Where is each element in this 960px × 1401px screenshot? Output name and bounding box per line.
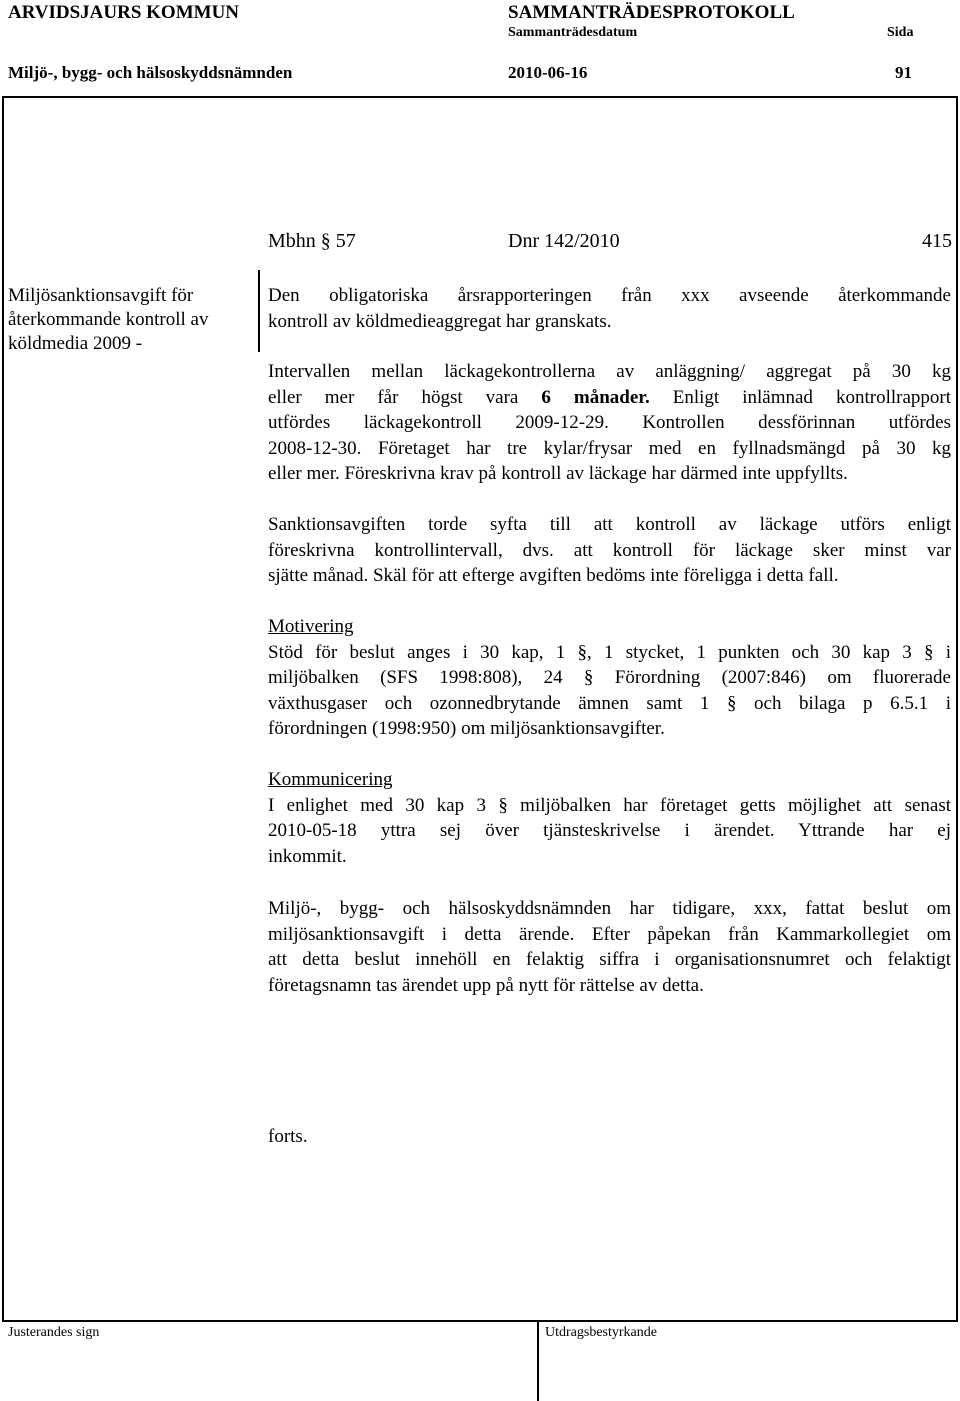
sidebar-divider-rule (258, 270, 260, 352)
sidebar-title (8, 284, 250, 356)
body-line: eller mer. Föreskrivna krav på kontroll av läckage har därmed inte uppfyllts. (268, 463, 848, 484)
body-line: 2008-12-30. Företaget har tre kylar/frysar med en fyllnadsmängd på 30 kg (268, 437, 951, 459)
body-line: förordningen (1998:950) om miljösanktionsavgifter. (268, 718, 665, 739)
section-number: 415 (922, 230, 952, 252)
page-number: 91 (895, 63, 912, 82)
body-line: växthusgaser och ozonnedbrytande ämnen samt 1 § och bilaga p 6.5.1 i (268, 692, 951, 714)
body-line: 2010-05-18 yttra sej över tjänsteskrivelse i ärendet. Yttrande har ej (268, 820, 951, 841)
text-run: Enligt inlämnad kontrollrapport (672, 386, 951, 408)
frame-bottom-rule (2, 1320, 958, 1322)
body-paragraph-3 (268, 512, 951, 589)
body-line: kontroll av köldmedieaggregat har granskats. (268, 310, 612, 332)
body-line: I enlighet med 30 kap 3 § miljöbalken har företaget getts möjlighet att senast (268, 794, 951, 816)
body-line: utfördes läckagekontroll 2009-12-29. Kontrollen dessförinnan utfördes (268, 412, 951, 433)
section-dnr: Dnr 142/2010 (508, 230, 620, 252)
kommunicering-section (268, 767, 951, 869)
text-run: eller mer får högst vara (268, 386, 519, 408)
motivering-heading: Motivering (268, 616, 354, 637)
motivering-section (268, 614, 951, 742)
protocol-title: SAMMANTRÄDESPROTOKOLL (508, 2, 795, 23)
body-line: företagsnamn tas ärendet upp på nytt för rättelse av detta. (268, 974, 704, 996)
continuation-note: forts. (268, 1126, 308, 1147)
sidebar-title-line: Miljösanktionsavgift för (8, 285, 194, 306)
body-line: inkommit. (268, 845, 347, 867)
body-line: att detta beslut innehöll en felaktig siffra i organisationsnumret och felaktigt (268, 949, 951, 970)
meeting-date: 2010-06-16 (508, 63, 588, 82)
utdragsbestyrkande-label: Utdragsbestyrkande (545, 1325, 657, 1340)
body-line: Intervallen mellan läckagekontrollerna av anläggning/ aggregat på 30 kg (268, 361, 951, 382)
body-paragraph-final (268, 896, 951, 998)
frame-top-rule (2, 96, 958, 98)
body-line: föreskrivna kontrollintervall, dvs. att kontroll för läckage sker minst var (268, 539, 951, 561)
body-line: Den obligatoriska årsrapporteringen från xxx avseende återkommande (268, 285, 951, 306)
frame-left-rule (2, 96, 4, 1322)
meeting-date-label: Sammanträdesdatum (508, 25, 638, 40)
section-ref: Mbhn § 57 (268, 230, 356, 252)
kommunicering-heading: Kommunicering (268, 769, 393, 790)
body-paragraph-1 (268, 283, 951, 334)
page-label: Sida (887, 25, 914, 40)
justerandes-sign-label: Justerandes sign (8, 1325, 100, 1340)
body-line: Miljö-, bygg- och hälsoskyddsnämnden har tidigare, xxx, fattat beslut om (268, 898, 951, 919)
sidebar-title-line: köldmedia 2009 - (8, 333, 143, 354)
emphasis-six-months: 6 månader. (541, 386, 650, 408)
body-paragraph-2 (268, 359, 951, 487)
frame-right-rule (956, 96, 958, 1322)
body-line: miljösanktionsavgift i detta ärende. Efter påpekan från Kammarkollegiet om (268, 923, 951, 945)
body-line: Sanktionsavgiften torde syfta till att kontroll av läckage utförs enligt (268, 514, 951, 535)
body-line: Stöd för beslut anges i 30 kap, 1 §, 1 stycket, 1 punkten och 30 kap 3 § i (268, 641, 951, 663)
body-line: miljöbalken (SFS 1998:808), 24 § Förordning (2007:846) om fluorerade (268, 667, 951, 688)
body-line (268, 385, 951, 411)
municipality-name: ARVIDSJAURS KOMMUN (8, 2, 240, 23)
footer-divider-rule (537, 1320, 539, 1401)
body-line: sjätte månad. Skäl för att efterge avgiften bedöms inte föreligga i detta fall. (268, 565, 839, 586)
sidebar-title-line: återkommande kontroll av (8, 309, 209, 330)
committee-name: Miljö-, bygg- och hälsoskyddsnämnden (8, 63, 293, 82)
